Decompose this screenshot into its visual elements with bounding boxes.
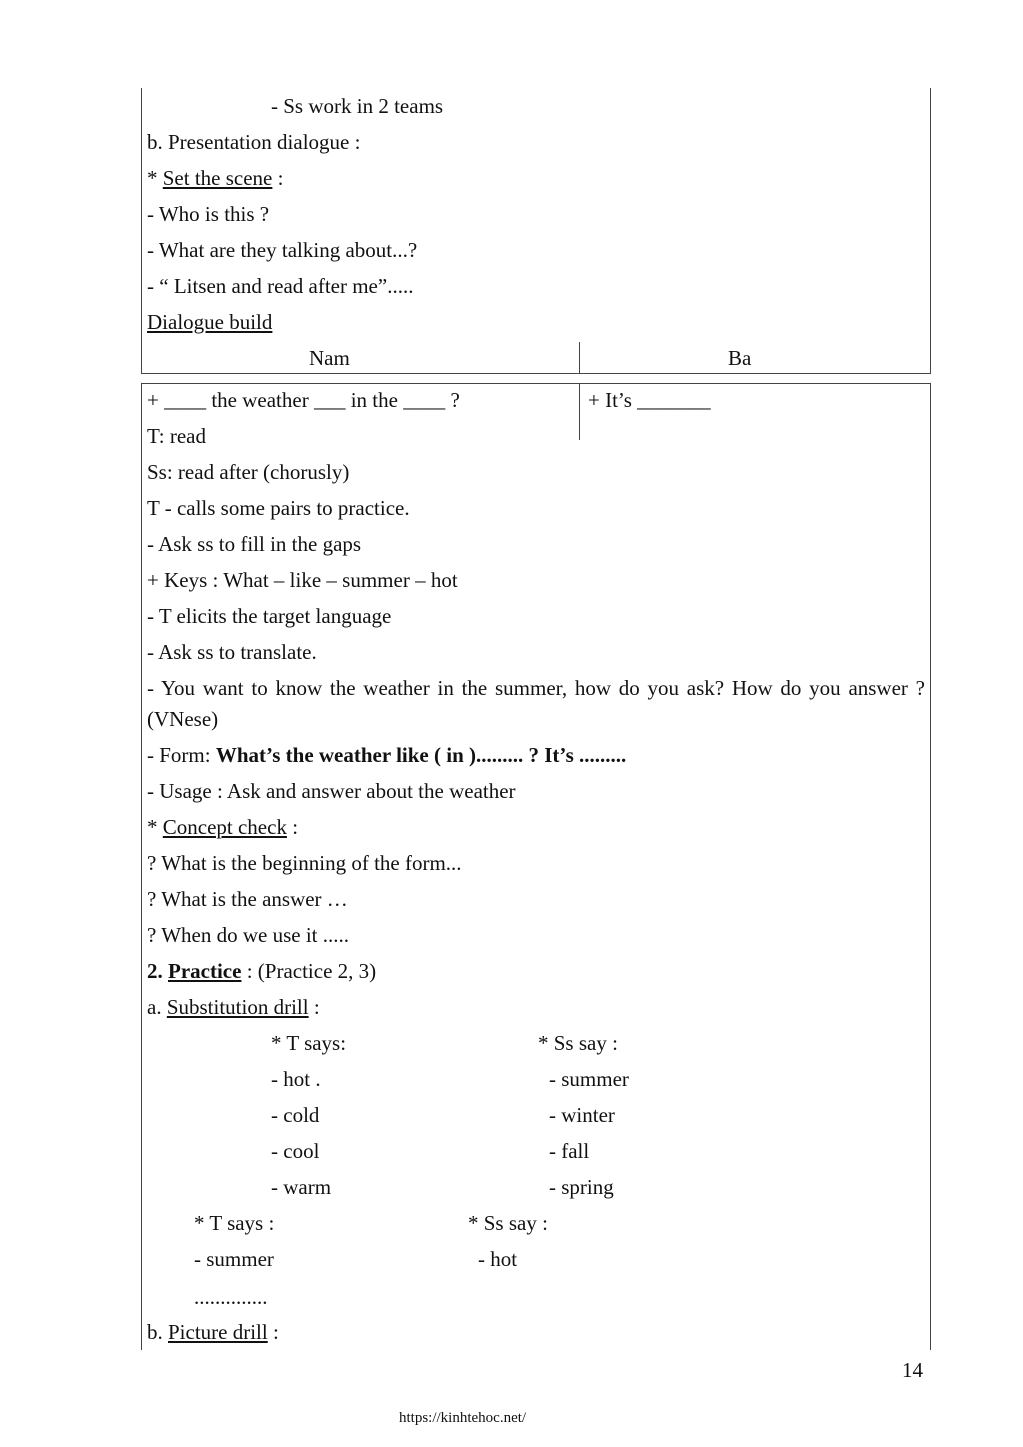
box1-bottom-border xyxy=(141,373,931,374)
concept-check-prefix: * xyxy=(147,815,163,839)
s2-item: - hot xyxy=(478,1247,518,1271)
set-scene-suffix: : xyxy=(272,166,284,190)
paragraph-you-want-to-know: - You want to know the weather in the summer, how do you ask? How do you answer ? (VNese) xyxy=(147,676,925,731)
line-form xyxy=(147,742,626,768)
concept-check-heading: Concept check xyxy=(162,815,287,839)
question-when: ? When do we use it ..... xyxy=(147,923,349,947)
line-concept-check xyxy=(147,814,298,840)
set-scene-prefix: * xyxy=(147,166,163,190)
line-t-read: T: read xyxy=(147,424,207,448)
column-header-nam: Nam xyxy=(309,346,350,370)
dialogue-right-cell: + It’s _______ xyxy=(588,388,711,412)
box1-left-border xyxy=(141,88,142,373)
practice-number: 2. xyxy=(147,959,168,983)
line-translate: - Ask ss to translate. xyxy=(147,640,317,664)
t-says-label-2: * T says : xyxy=(194,1211,275,1235)
box2-right-border xyxy=(930,383,931,1350)
dialogue-left-cell: + ____ the weather ___ in the ____ ? xyxy=(147,388,460,412)
s-item: - spring xyxy=(549,1175,614,1199)
continuation-dots: .............. xyxy=(194,1285,268,1309)
line-who-is-this: - Who is this ? xyxy=(147,202,270,226)
set-scene-heading: Set the scene xyxy=(162,166,273,190)
box2-column-divider xyxy=(579,383,580,440)
picture-suffix: : xyxy=(267,1320,279,1344)
picture-heading: Picture drill xyxy=(168,1320,268,1344)
line-set-the-scene xyxy=(147,165,283,191)
substitution-heading: Substitution drill xyxy=(166,995,309,1019)
box1-right-border xyxy=(930,88,931,373)
line-usage: - Usage : Ask and answer about the weather xyxy=(147,779,516,803)
t-item: - cool xyxy=(271,1139,320,1163)
ss-say-label: * Ss say : xyxy=(538,1031,618,1055)
picture-prefix: b. xyxy=(147,1320,168,1344)
column-header-ba: Ba xyxy=(728,346,752,370)
box2-top-border xyxy=(141,383,931,384)
t-item: - cold xyxy=(271,1103,320,1127)
question-beginning: ? What is the beginning of the form... xyxy=(147,851,462,875)
t-says-label: * T says: xyxy=(271,1031,347,1055)
substitution-prefix: a. xyxy=(147,995,167,1019)
box2-left-border xyxy=(141,383,142,1350)
substitution-suffix: : xyxy=(308,995,320,1019)
page-number: 14 xyxy=(902,1358,923,1382)
box1-column-divider xyxy=(579,342,580,373)
line-presentation-dialogue: b. Presentation dialogue : xyxy=(147,130,361,154)
line-keys: + Keys : What – like – summer – hot xyxy=(147,568,458,592)
t2-item: - summer xyxy=(194,1247,274,1271)
footer-url[interactable]: https://kinhtehoc.net/ xyxy=(399,1410,527,1426)
line-dialogue-build: Dialogue build xyxy=(147,310,273,334)
form-label: - Form: xyxy=(147,743,216,767)
line-fill-gaps: - Ask ss to fill in the gaps xyxy=(147,532,362,556)
question-answer: ? What is the answer … xyxy=(147,887,348,911)
line-practice-heading xyxy=(147,958,376,984)
line-elicits: - T elicits the target language xyxy=(147,604,392,628)
line-ss-work-teams: - Ss work in 2 teams xyxy=(271,94,444,118)
concept-check-suffix: : xyxy=(286,815,299,839)
s-item: - winter xyxy=(549,1103,615,1127)
t-item: - warm xyxy=(271,1175,332,1199)
line-what-talking: - What are they talking about...? xyxy=(147,238,418,262)
practice-suffix: : (Practice 2, 3) xyxy=(241,959,377,983)
line-ss-read-after: Ss: read after (chorusly) xyxy=(147,460,350,484)
t-item: - hot . xyxy=(271,1067,321,1091)
practice-heading: Practice xyxy=(168,959,242,983)
s-item: - summer xyxy=(549,1067,629,1091)
line-listen-read: - “ Litsen and read after me”..... xyxy=(147,274,414,298)
s-item: - fall xyxy=(549,1139,590,1163)
line-substitution-drill xyxy=(147,994,320,1020)
ss-say-label-2: * Ss say : xyxy=(468,1211,548,1235)
line-t-calls-pairs: T - calls some pairs to practice. xyxy=(147,496,410,520)
form-structure: What’s the weather like ( in )......... ? It’s ......... xyxy=(215,743,627,767)
line-picture-drill xyxy=(147,1319,279,1345)
